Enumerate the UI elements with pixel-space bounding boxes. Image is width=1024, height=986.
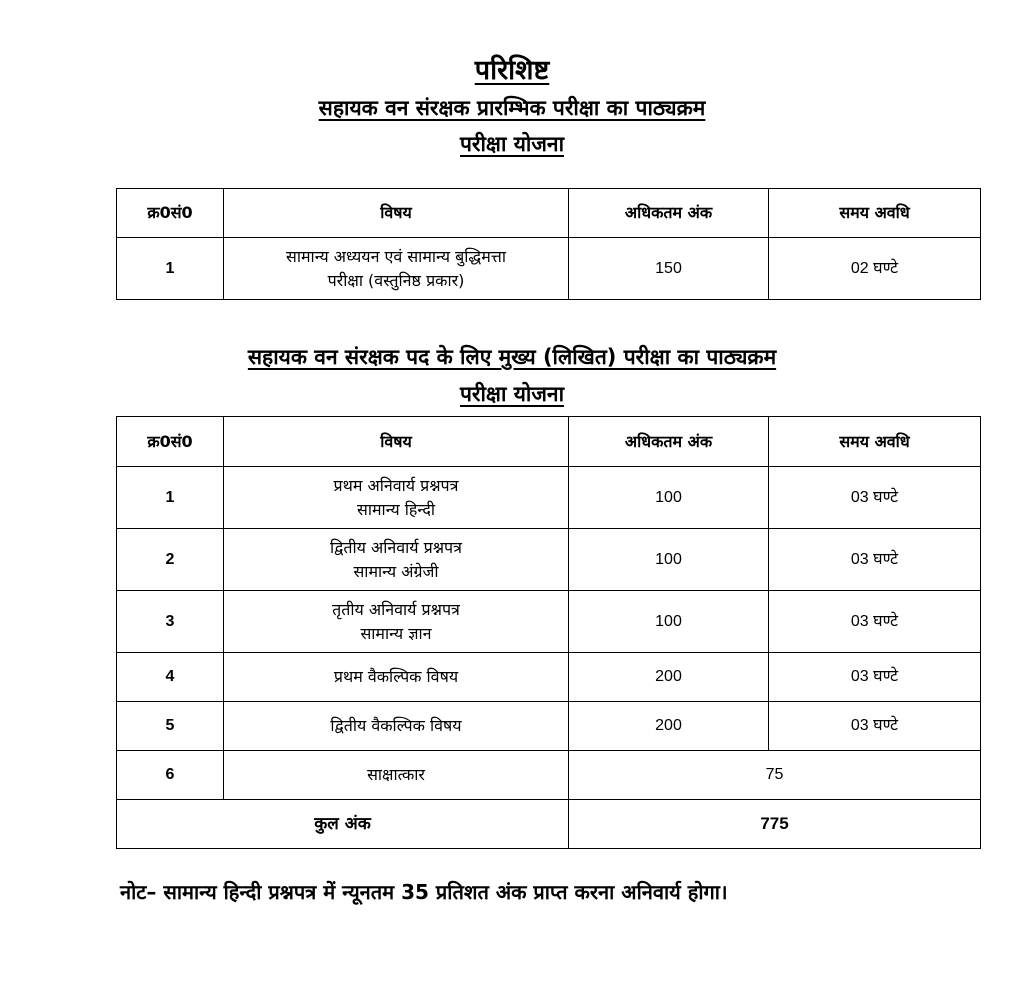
row-serial: 5: [117, 702, 224, 751]
row-duration: 03 घण्टे: [769, 653, 981, 702]
header-duration: समय अवधि: [769, 417, 981, 467]
header-serial: क्र0सं0: [117, 189, 224, 238]
row-duration: 03 घण्टे: [769, 467, 981, 529]
subject-line: सामान्य ज्ञान: [360, 623, 432, 643]
header-duration: समय अवधि: [769, 189, 981, 238]
row-serial: 6: [117, 751, 224, 800]
subject-line: परीक्षा (वस्तुनिष्ठ प्रकार): [327, 270, 465, 290]
header-subject: विषय: [224, 417, 569, 467]
subject-line: द्वितीय अनिवार्य प्रश्नपत्र: [330, 538, 462, 558]
row-subject: [224, 238, 569, 300]
row-max-marks: 150: [569, 238, 769, 300]
table-row: [117, 238, 981, 300]
row-duration: 03 घण्टे: [769, 591, 981, 653]
header-max-marks: अधिकतम अंक: [569, 417, 769, 467]
mains-syllabus-heading: सहायक वन संरक्षक पद के लिए मुख्य (लिखित) परीक्षा का पाठ्यक्रम: [247, 345, 777, 369]
row-max-marks: 100: [569, 529, 769, 591]
table-row: [117, 529, 981, 591]
subject-line: तृतीय अनिवार्य प्रश्नपत्र: [332, 600, 460, 620]
total-marks: 775: [569, 800, 981, 849]
row-max-marks: 100: [569, 467, 769, 529]
total-row: [117, 800, 981, 849]
prelim-exam-table: [116, 188, 981, 300]
note-text: नोट– सामान्य हिन्दी प्रश्नपत्र में न्यूनतम 35 प्रतिशत अंक प्राप्त करना अनिवार्य होगा।: [120, 880, 728, 904]
table-header-row: [117, 189, 981, 238]
prelim-syllabus-heading: सहायक वन संरक्षक प्रारम्भिक परीक्षा का पाठ्यक्रम: [318, 96, 706, 120]
mains-exam-table: [116, 416, 981, 849]
prelim-scheme-heading: परीक्षा योजना: [459, 132, 565, 156]
appendix-title: परिशिष्ट: [474, 55, 550, 86]
row-subject: प्रथम वैकल्पिक विषय: [224, 653, 569, 702]
table-row: [117, 653, 981, 702]
row-duration: 02 घण्टे: [769, 238, 981, 300]
row-subject: साक्षात्कार: [224, 751, 569, 800]
header-max-marks: अधिकतम अंक: [569, 189, 769, 238]
header-subject: विषय: [224, 189, 569, 238]
row-subject: द्वितीय वैकल्पिक विषय: [224, 702, 569, 751]
row-serial: 1: [117, 467, 224, 529]
subject-line: सामान्य अध्ययन एवं सामान्य बुद्धिमत्ता: [286, 247, 506, 267]
subject-line: प्रथम अनिवार्य प्रश्नपत्र: [333, 476, 459, 496]
row-max-marks: 200: [569, 702, 769, 751]
table-row: [117, 467, 981, 529]
row-marks: 75: [569, 751, 981, 800]
subject-line: सामान्य हिन्दी: [357, 499, 435, 519]
table-row: [117, 591, 981, 653]
subject-line: सामान्य अंग्रेजी: [353, 561, 439, 581]
row-serial: 1: [117, 238, 224, 300]
row-duration: 03 घण्टे: [769, 702, 981, 751]
row-serial: 2: [117, 529, 224, 591]
table-row: [117, 702, 981, 751]
row-subject: [224, 529, 569, 591]
row-serial: 4: [117, 653, 224, 702]
header-serial: क्र0सं0: [117, 417, 224, 467]
mains-scheme-heading: परीक्षा योजना: [459, 382, 565, 406]
row-subject: [224, 467, 569, 529]
interview-row: [117, 751, 981, 800]
row-duration: 03 घण्टे: [769, 529, 981, 591]
row-max-marks: 100: [569, 591, 769, 653]
total-label: कुल अंक: [117, 800, 569, 849]
row-subject: [224, 591, 569, 653]
row-max-marks: 200: [569, 653, 769, 702]
row-serial: 3: [117, 591, 224, 653]
table-header-row: [117, 417, 981, 467]
